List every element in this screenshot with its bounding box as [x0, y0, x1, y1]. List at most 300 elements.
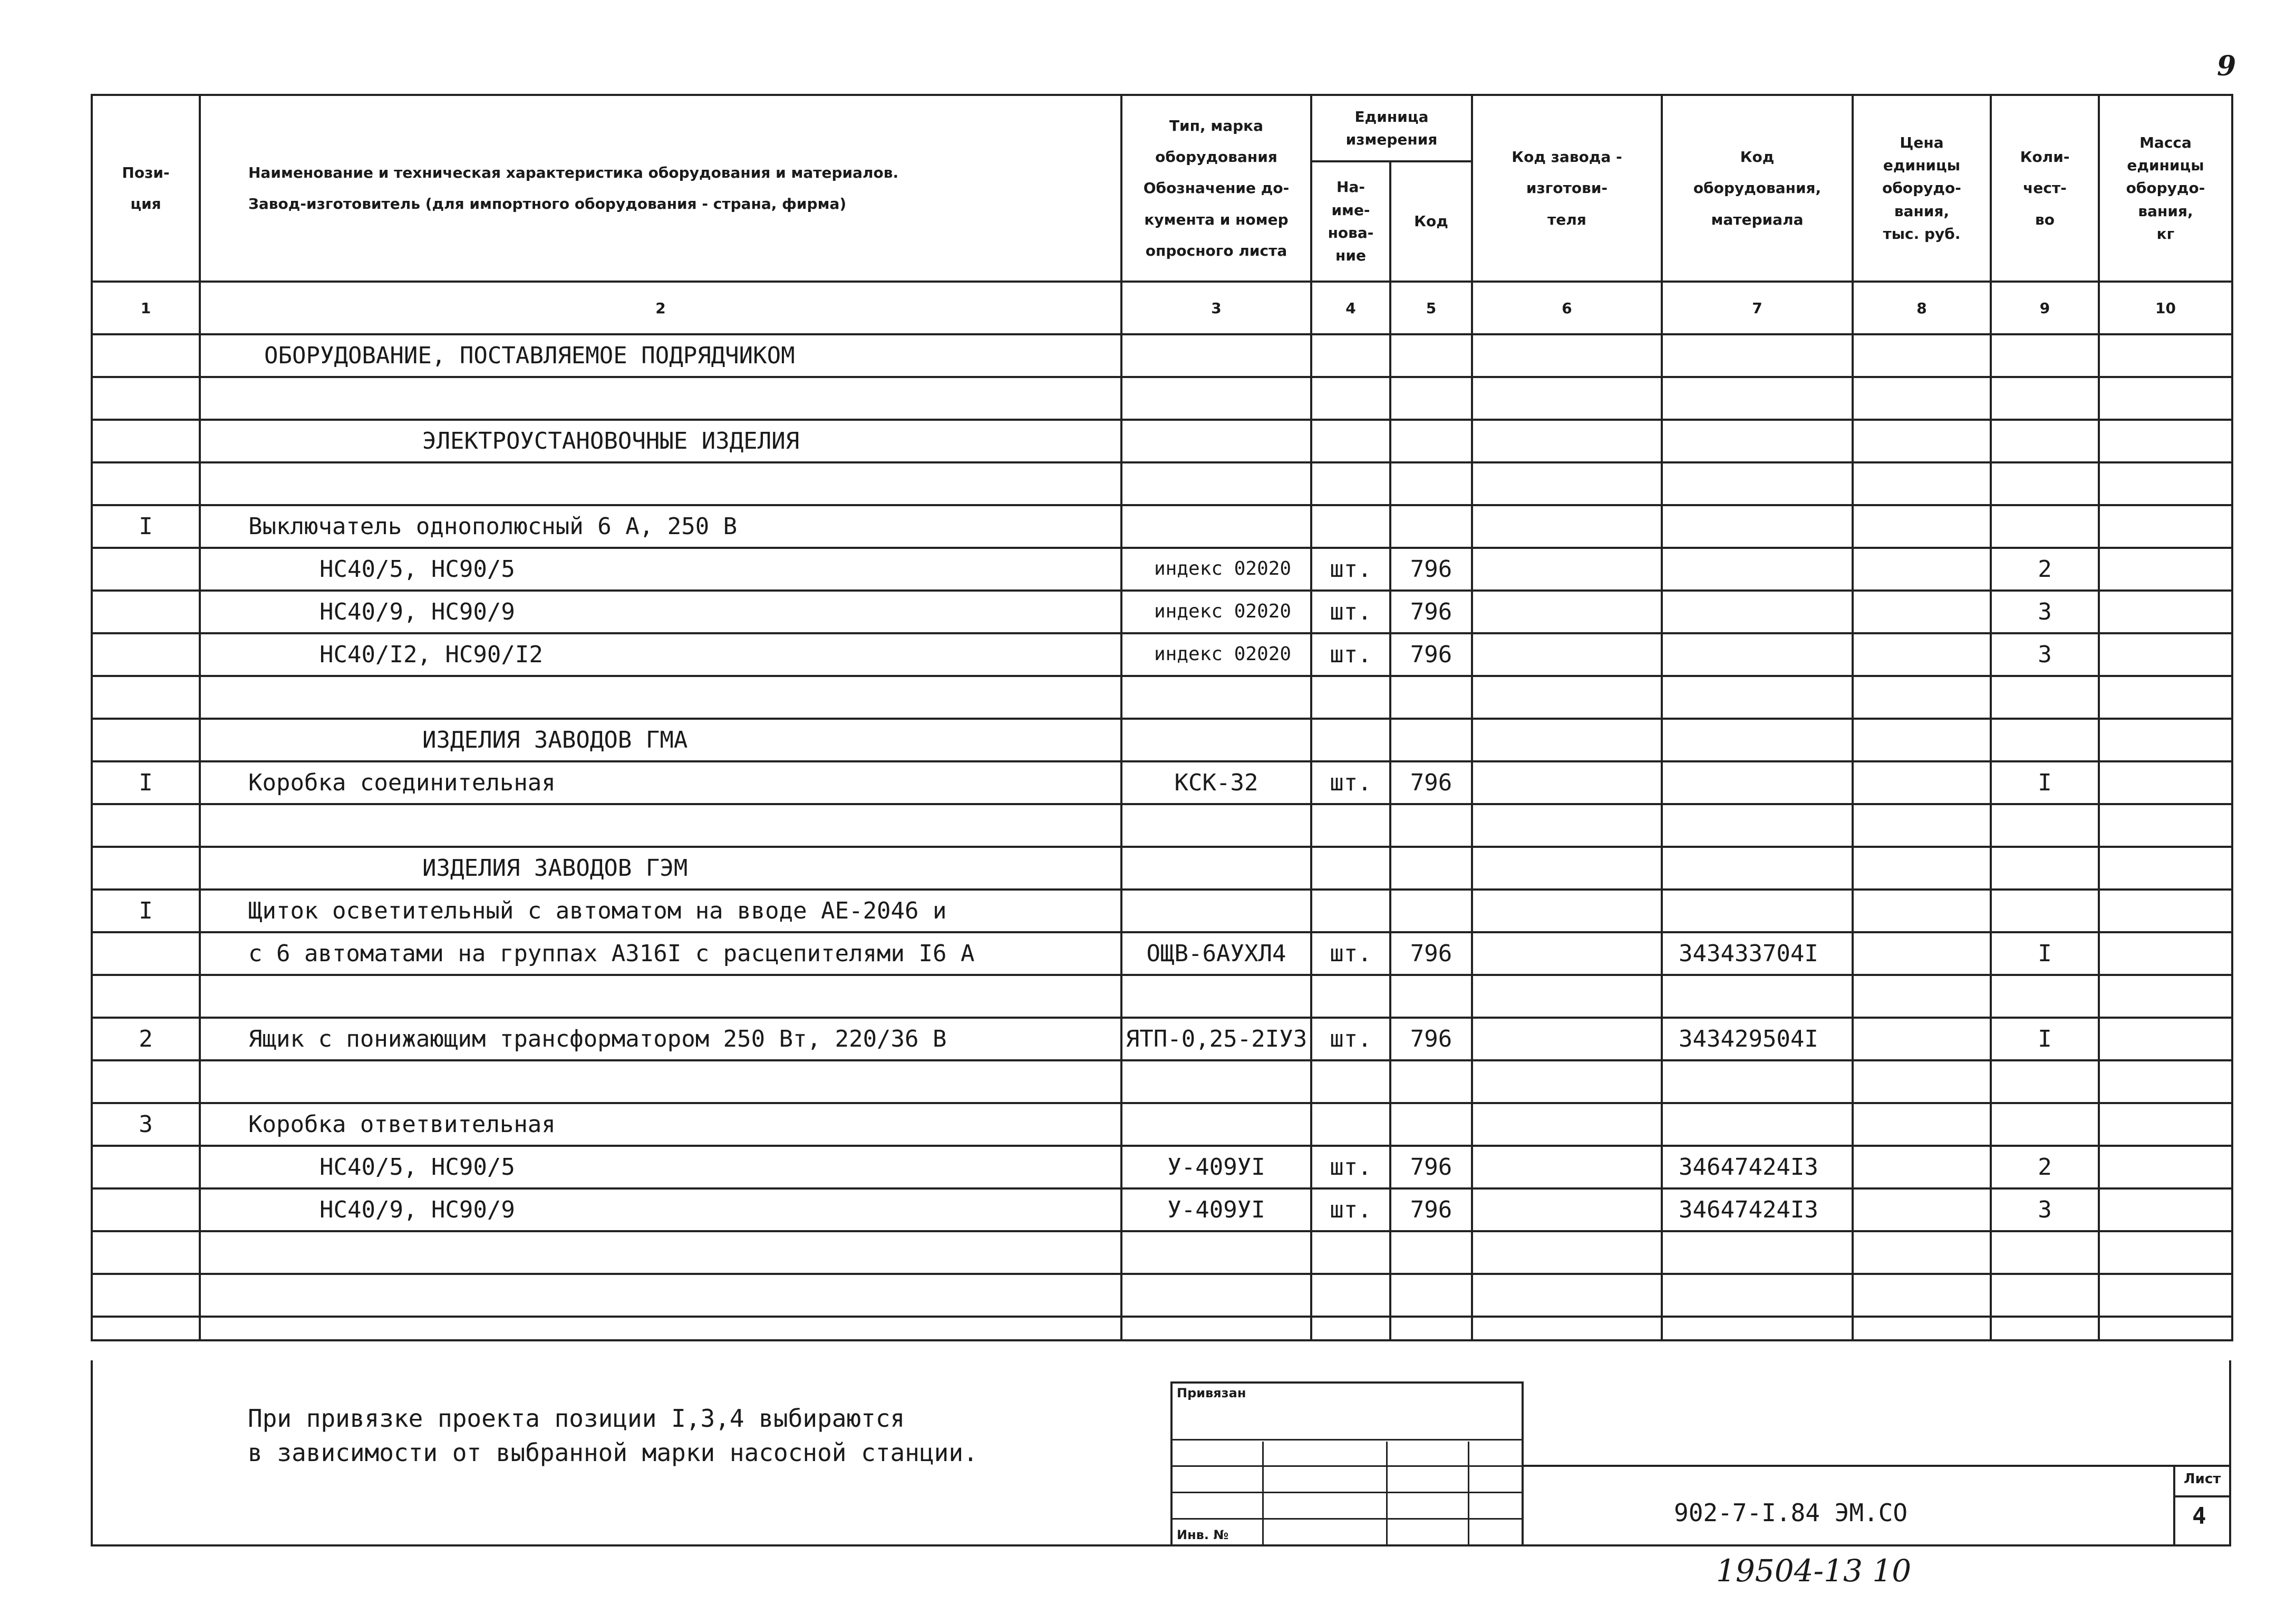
column-number: 3 [1121, 282, 1311, 334]
cell-quantity: I [1991, 761, 2099, 804]
cell-manufacturer-code [1472, 847, 1662, 890]
table-body [92, 334, 2232, 1340]
cell-mass [2099, 719, 2232, 761]
cell-manufacturer-code [1472, 1060, 1662, 1103]
cell-mass [2099, 462, 2232, 505]
cell-unit-code [1390, 1060, 1472, 1103]
table-row [92, 1274, 2232, 1317]
cell-manufacturer-code [1472, 1146, 1662, 1188]
cell-name [200, 804, 1121, 847]
cell-unit-name [1311, 420, 1390, 462]
cell-equipment-code: 343433704I [1662, 932, 1853, 975]
stamp-inventory-label: Инв. № [1177, 1528, 1229, 1542]
title-block-line [1524, 1465, 2231, 1467]
cell-unit-name: шт. [1311, 1146, 1390, 1188]
cell-quantity [1991, 1274, 2099, 1317]
header-unit-group: Единица измерения [1311, 95, 1472, 161]
cell-unit-code [1390, 377, 1472, 420]
cell-unit-code [1390, 420, 1472, 462]
cell-unit-name [1311, 676, 1390, 719]
header-unit-name: На- име- нова- ние [1311, 161, 1390, 282]
cell-equipment-code [1662, 462, 1853, 505]
cell-price [1853, 505, 1991, 548]
cell-position: I [92, 761, 200, 804]
sheet-number: 4 [2192, 1503, 2206, 1530]
cell-mass [2099, 676, 2232, 719]
cell-unit-name [1311, 890, 1390, 932]
table-row [92, 1188, 2232, 1231]
cell-manufacturer-code [1472, 932, 1662, 975]
cell-equipment-code [1662, 1103, 1853, 1146]
header-price: Цена единицы оборудо- вания, тыс. руб. [1853, 95, 1991, 282]
cell-quantity [1991, 1103, 2099, 1146]
cell-position [92, 1188, 200, 1231]
cell-mass [2099, 932, 2232, 975]
cell-position [92, 932, 200, 975]
cell-name: НС40/9, НС90/9 [200, 1188, 1121, 1231]
cell-mass [2099, 1103, 2232, 1146]
cell-quantity [1991, 505, 2099, 548]
specification-table [91, 94, 2233, 1341]
cell-manufacturer-code [1472, 1274, 1662, 1317]
table-row [92, 932, 2232, 975]
cell-mass [2099, 1146, 2232, 1188]
column-number: 8 [1853, 282, 1991, 334]
table-row [92, 1018, 2232, 1060]
note [248, 1401, 978, 1471]
table-row [92, 420, 2232, 462]
note-line: При привязке проекта позиции I,3,4 выбираются [248, 1404, 905, 1433]
sheet-separator [2175, 1495, 2231, 1497]
cell-mass [2099, 420, 2232, 462]
cell-unit-code: 796 [1390, 1188, 1472, 1231]
cell-equipment-code [1662, 420, 1853, 462]
cell-manufacturer-code [1472, 633, 1662, 676]
cell-name [200, 975, 1121, 1018]
document-code: 902-7-I.84 ЭМ.СО [1674, 1499, 1908, 1527]
cell-manufacturer-code [1472, 804, 1662, 847]
cell-type [1121, 1103, 1311, 1146]
cell-type [1121, 1231, 1311, 1274]
cell-name [200, 377, 1121, 420]
cell-unit-code [1390, 334, 1472, 377]
cell-position [92, 420, 200, 462]
cell-unit-name: шт. [1311, 1188, 1390, 1231]
cell-mass [2099, 761, 2232, 804]
cell-name: Коробка ответвительная [200, 1103, 1121, 1146]
table-row [92, 890, 2232, 932]
table-header [92, 95, 2232, 334]
cell-quantity [1991, 377, 2099, 420]
cell-name [200, 676, 1121, 719]
cell-unit-code [1390, 1103, 1472, 1146]
table-row [92, 719, 2232, 761]
stamp-line [1262, 1442, 1264, 1544]
table-row [92, 676, 2232, 719]
empty-cell [1121, 1317, 1311, 1340]
column-number: 10 [2099, 282, 2232, 334]
cell-unit-name [1311, 1103, 1390, 1146]
cell-name: ОБОРУДОВАНИЕ, ПОСТАВЛЯЕМОЕ ПОДРЯДЧИКОМ [200, 334, 1121, 377]
cell-price [1853, 890, 1991, 932]
header-type: Тип, марка оборудования Обозначение до- кумента и номер опросного листа [1121, 95, 1311, 282]
cell-manufacturer-code [1472, 676, 1662, 719]
cell-unit-code: 796 [1390, 633, 1472, 676]
cell-manufacturer-code [1472, 1231, 1662, 1274]
cell-unit-name [1311, 334, 1390, 377]
cell-price [1853, 420, 1991, 462]
cell-type: ОЩВ-6АУХЛ4 [1121, 932, 1311, 975]
cell-type [1121, 505, 1311, 548]
cell-type [1121, 1274, 1311, 1317]
cell-unit-name [1311, 505, 1390, 548]
table-row [92, 1060, 2232, 1103]
table-row [92, 1146, 2232, 1188]
cell-unit-code [1390, 890, 1472, 932]
cell-type: ЯТП-0,25-2IУЗ [1121, 1018, 1311, 1060]
empty-cell [1853, 1317, 1991, 1340]
cell-price [1853, 1146, 1991, 1188]
cell-type [1121, 890, 1311, 932]
cell-type: индекс 02020 [1121, 633, 1311, 676]
cell-unit-name: шт. [1311, 761, 1390, 804]
cell-unit-name [1311, 975, 1390, 1018]
cell-unit-code [1390, 847, 1472, 890]
cell-unit-name: шт. [1311, 633, 1390, 676]
cell-price [1853, 847, 1991, 890]
cell-type [1121, 719, 1311, 761]
cell-price [1853, 377, 1991, 420]
cell-unit-code [1390, 1274, 1472, 1317]
cell-manufacturer-code [1472, 591, 1662, 633]
cell-price [1853, 719, 1991, 761]
cell-price [1853, 1060, 1991, 1103]
cell-manufacturer-code [1472, 975, 1662, 1018]
cell-position [92, 548, 200, 591]
cell-manufacturer-code [1472, 505, 1662, 548]
cell-manufacturer-code [1472, 761, 1662, 804]
column-number: 6 [1472, 282, 1662, 334]
stamp-attached-label: Привязан [1177, 1386, 1246, 1400]
cell-mass [2099, 548, 2232, 591]
table-row [92, 804, 2232, 847]
cell-mass [2099, 1188, 2232, 1231]
column-number-row [92, 282, 2232, 334]
cell-name: Ящик с понижающим трансформатором 250 Вт, 220/36 В [200, 1018, 1121, 1060]
table-row [92, 1103, 2232, 1146]
cell-name: Выключатель однополюсный 6 А, 250 В [200, 505, 1121, 548]
table-row [92, 334, 2232, 377]
cell-position: 3 [92, 1103, 200, 1146]
cell-equipment-code [1662, 975, 1853, 1018]
empty-cell [92, 1317, 200, 1340]
cell-mass [2099, 591, 2232, 633]
cell-equipment-code: 34647424I3 [1662, 1188, 1853, 1231]
header-quantity: Коли- чест- во [1991, 95, 2099, 282]
cell-equipment-code [1662, 1231, 1853, 1274]
cell-quantity [1991, 890, 2099, 932]
cell-quantity [1991, 975, 2099, 1018]
cell-equipment-code [1662, 591, 1853, 633]
cell-position [92, 1231, 200, 1274]
cell-unit-name [1311, 377, 1390, 420]
cell-unit-name [1311, 719, 1390, 761]
cell-mass [2099, 1060, 2232, 1103]
cell-quantity [1991, 1060, 2099, 1103]
cell-position [92, 1274, 200, 1317]
cell-unit-code: 796 [1390, 1146, 1472, 1188]
cell-unit-name [1311, 1231, 1390, 1274]
cell-unit-code: 796 [1390, 548, 1472, 591]
cell-name: НС40/9, НС90/9 [200, 591, 1121, 633]
cell-equipment-code [1662, 377, 1853, 420]
stamp-line [1468, 1442, 1469, 1544]
cell-equipment-code [1662, 676, 1853, 719]
cell-manufacturer-code [1472, 377, 1662, 420]
cell-type: У-409УI [1121, 1188, 1311, 1231]
cell-equipment-code [1662, 847, 1853, 890]
cell-equipment-code [1662, 1274, 1853, 1317]
cell-mass [2099, 1274, 2232, 1317]
cell-name [200, 462, 1121, 505]
page-number: 9 [2217, 50, 2236, 82]
cell-unit-name: шт. [1311, 591, 1390, 633]
table-row [92, 505, 2232, 548]
cell-unit-code [1390, 676, 1472, 719]
cell-price [1853, 932, 1991, 975]
cell-price [1853, 334, 1991, 377]
cell-type [1121, 975, 1311, 1018]
cell-equipment-code [1662, 890, 1853, 932]
sheet-label: Лист [2184, 1471, 2221, 1487]
cell-name: НС40/5, НС90/5 [200, 548, 1121, 591]
column-number: 4 [1311, 282, 1390, 334]
table-row [92, 548, 2232, 591]
table-row [92, 1317, 2232, 1340]
cell-position: 2 [92, 1018, 200, 1060]
cell-position: I [92, 505, 200, 548]
cell-position [92, 975, 200, 1018]
empty-cell [1311, 1317, 1390, 1340]
cell-unit-code: 796 [1390, 1018, 1472, 1060]
cell-position [92, 462, 200, 505]
cell-unit-code: 796 [1390, 591, 1472, 633]
cell-price [1853, 1103, 1991, 1146]
cell-manufacturer-code [1472, 1018, 1662, 1060]
cell-quantity: I [1991, 932, 2099, 975]
cell-unit-name: шт. [1311, 932, 1390, 975]
cell-unit-code [1390, 505, 1472, 548]
empty-cell [2099, 1317, 2232, 1340]
cell-price [1853, 975, 1991, 1018]
cell-manufacturer-code [1472, 548, 1662, 591]
cell-mass [2099, 334, 2232, 377]
cell-unit-name [1311, 1060, 1390, 1103]
cell-equipment-code: 343429504I [1662, 1018, 1853, 1060]
cell-position [92, 719, 200, 761]
column-number: 5 [1390, 282, 1472, 334]
cell-equipment-code [1662, 633, 1853, 676]
cell-quantity: 2 [1991, 548, 2099, 591]
cell-name: с 6 автоматами на группах АЗ16I с расцепителями I6 А [200, 932, 1121, 975]
cell-manufacturer-code [1472, 719, 1662, 761]
cell-manufacturer-code [1472, 1103, 1662, 1146]
cell-mass [2099, 1231, 2232, 1274]
table-row [92, 847, 2232, 890]
cell-position: I [92, 890, 200, 932]
cell-unit-code [1390, 719, 1472, 761]
cell-equipment-code [1662, 548, 1853, 591]
cell-type [1121, 420, 1311, 462]
cell-mass [2099, 377, 2232, 420]
cell-name: ЭЛЕКТРОУСТАНОВОЧНЫЕ ИЗДЕЛИЯ [200, 420, 1121, 462]
sheet-box [2173, 1465, 2231, 1546]
table-row [92, 761, 2232, 804]
cell-type [1121, 847, 1311, 890]
cell-equipment-code [1662, 505, 1853, 548]
cell-manufacturer-code [1472, 420, 1662, 462]
cell-unit-code: 796 [1390, 932, 1472, 975]
table-row [92, 377, 2232, 420]
cell-equipment-code [1662, 761, 1853, 804]
cell-mass [2099, 804, 2232, 847]
cell-manufacturer-code [1472, 1188, 1662, 1231]
table-row [92, 633, 2232, 676]
cell-mass [2099, 505, 2232, 548]
cell-equipment-code: 34647424I3 [1662, 1146, 1853, 1188]
cell-name: НС40/I2, НС90/I2 [200, 633, 1121, 676]
note-line: в зависимости от выбранной марки насосной станции. [248, 1438, 978, 1467]
cell-equipment-code [1662, 719, 1853, 761]
table-row [92, 462, 2232, 505]
cell-type: У-409УI [1121, 1146, 1311, 1188]
header-name: Наименование и техническая характеристика оборудования и материалов. Завод-изготовитель (для импортного оборудования - страна, фирма) [200, 95, 1121, 282]
cell-position [92, 377, 200, 420]
cell-equipment-code [1662, 1060, 1853, 1103]
cell-quantity [1991, 1231, 2099, 1274]
cell-name: ИЗДЕЛИЯ ЗАВОДОВ ГЭМ [200, 847, 1121, 890]
cell-type: индекс 02020 [1121, 548, 1311, 591]
cell-type: индекс 02020 [1121, 591, 1311, 633]
column-number: 9 [1991, 282, 2099, 334]
table-row [92, 975, 2232, 1018]
cell-quantity [1991, 420, 2099, 462]
cell-manufacturer-code [1472, 890, 1662, 932]
attachment-stamp [1170, 1381, 1524, 1546]
cell-mass [2099, 1018, 2232, 1060]
column-number: 2 [200, 282, 1121, 334]
cell-unit-code: 796 [1390, 761, 1472, 804]
header-mass: Масса единицы оборудо- вания, кг [2099, 95, 2232, 282]
cell-unit-code [1390, 804, 1472, 847]
cell-quantity: 3 [1991, 1188, 2099, 1231]
cell-unit-code [1390, 462, 1472, 505]
table-row [92, 591, 2232, 633]
cell-name: НС40/5, НС90/5 [200, 1146, 1121, 1188]
cell-unit-name [1311, 847, 1390, 890]
cell-price [1853, 548, 1991, 591]
column-number: 1 [92, 282, 200, 334]
cell-mass [2099, 975, 2232, 1018]
cell-quantity [1991, 847, 2099, 890]
cell-type [1121, 377, 1311, 420]
cell-price [1853, 462, 1991, 505]
cell-type: КСК-32 [1121, 761, 1311, 804]
cell-mass [2099, 633, 2232, 676]
cell-name [200, 1060, 1121, 1103]
cell-unit-name [1311, 1274, 1390, 1317]
empty-cell [1390, 1317, 1472, 1340]
header-position: Пози- ция [92, 95, 200, 282]
cell-type [1121, 676, 1311, 719]
cell-position [92, 847, 200, 890]
cell-price [1853, 633, 1991, 676]
cell-price [1853, 1018, 1991, 1060]
cell-position [92, 591, 200, 633]
empty-cell [1991, 1317, 2099, 1340]
cell-quantity [1991, 676, 2099, 719]
cell-quantity: 2 [1991, 1146, 2099, 1188]
cell-type [1121, 334, 1311, 377]
cell-quantity: I [1991, 1018, 2099, 1060]
cell-quantity [1991, 462, 2099, 505]
cell-manufacturer-code [1472, 462, 1662, 505]
cell-quantity [1991, 804, 2099, 847]
cell-unit-name [1311, 804, 1390, 847]
cell-name: Коробка соединительная [200, 761, 1121, 804]
cell-type [1121, 462, 1311, 505]
cell-position [92, 633, 200, 676]
header-unit-code: Код [1390, 161, 1472, 282]
cell-mass [2099, 890, 2232, 932]
cell-name: Щиток осветительный с автоматом на вводе АЕ-2046 и [200, 890, 1121, 932]
cell-unit-code [1390, 1231, 1472, 1274]
stamp-line [1386, 1442, 1388, 1544]
cell-name [200, 1274, 1121, 1317]
cell-name: ИЗДЕЛИЯ ЗАВОДОВ ГМА [200, 719, 1121, 761]
header-manufacturer-code: Код завода - изготови- теля [1472, 95, 1662, 282]
header-equipment-code: Код оборудования, материала [1662, 95, 1853, 282]
cell-unit-name: шт. [1311, 548, 1390, 591]
cell-name [200, 1231, 1121, 1274]
cell-quantity: 3 [1991, 591, 2099, 633]
inventory-number: 19504-13 10 [1716, 1553, 1912, 1589]
cell-unit-name [1311, 462, 1390, 505]
cell-price [1853, 591, 1991, 633]
stamp-line [1173, 1439, 1522, 1441]
cell-price [1853, 1188, 1991, 1231]
cell-quantity [1991, 334, 2099, 377]
cell-position [92, 804, 200, 847]
cell-position [92, 1146, 200, 1188]
cell-price [1853, 1274, 1991, 1317]
empty-cell [200, 1317, 1121, 1340]
cell-price [1853, 1231, 1991, 1274]
column-number: 7 [1662, 282, 1853, 334]
cell-price [1853, 761, 1991, 804]
cell-quantity [1991, 719, 2099, 761]
cell-position [92, 1060, 200, 1103]
cell-type [1121, 1060, 1311, 1103]
cell-unit-name: шт. [1311, 1018, 1390, 1060]
table-row [92, 1231, 2232, 1274]
cell-manufacturer-code [1472, 334, 1662, 377]
cell-equipment-code [1662, 804, 1853, 847]
cell-position [92, 334, 200, 377]
empty-cell [1472, 1317, 1662, 1340]
cell-quantity: 3 [1991, 633, 2099, 676]
cell-position [92, 676, 200, 719]
